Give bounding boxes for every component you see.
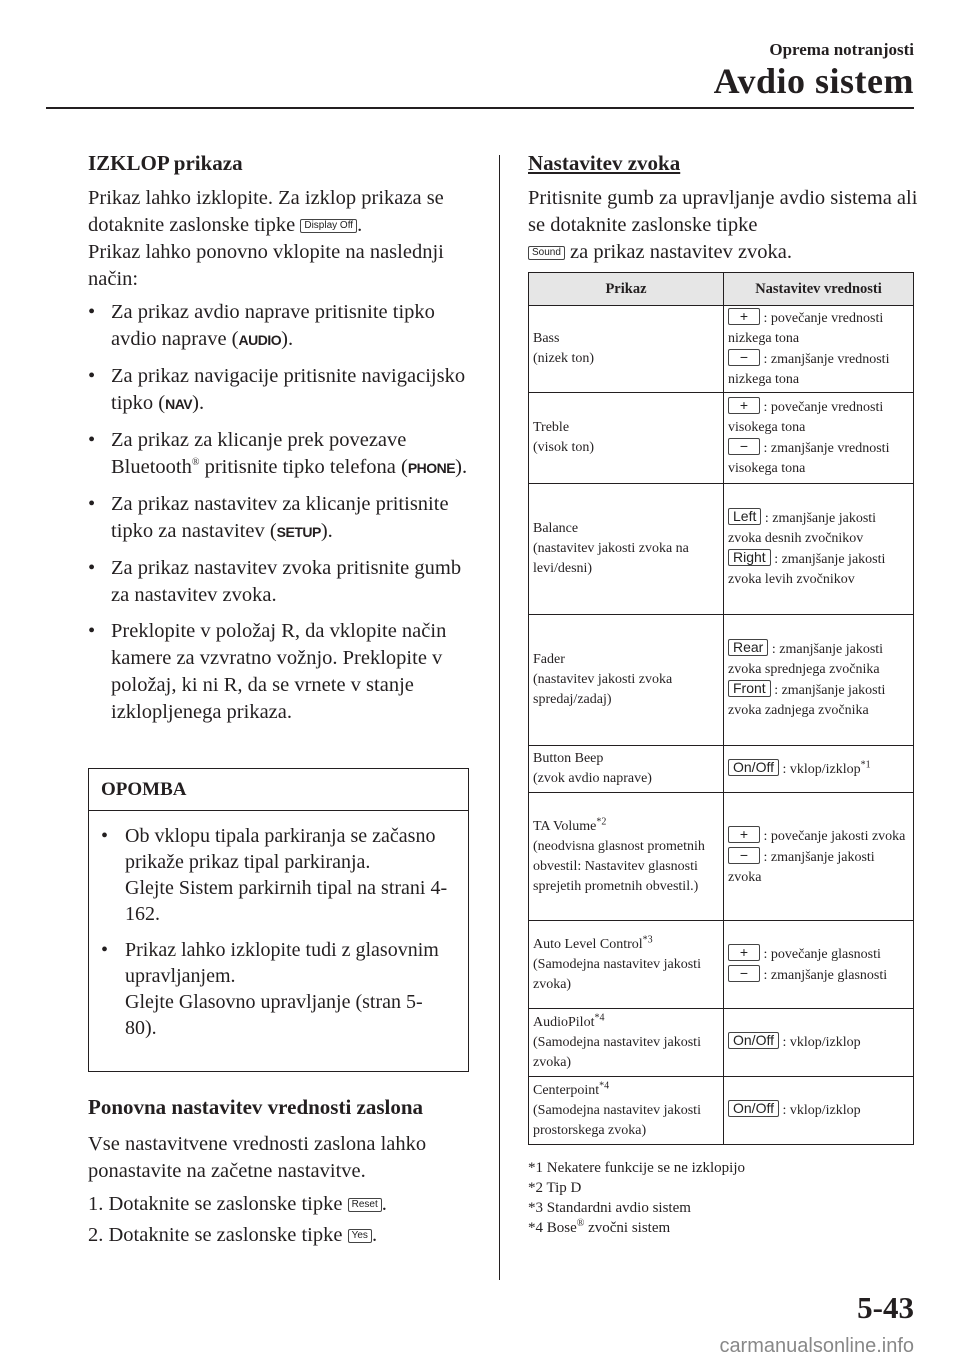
text: Za prikaz avdio naprave pritisnite tipko avdio naprave ( <box>111 301 435 350</box>
step-number: 1. <box>88 1193 104 1215</box>
list-item: • Preklopite v položaj R, da vklopite način kamere za vzvratno vožnjo. Preklopite v položaj, ki ni R, da se vrnete v stanje izklopljenega prikaza. <box>88 618 473 726</box>
list-item <box>88 1222 473 1249</box>
right-key: Right <box>728 549 771 566</box>
text: (Samodejna nastavitev jakosti prostorskega zvoka) <box>533 1102 701 1138</box>
table-row <box>529 793 914 921</box>
list-item <box>88 427 473 482</box>
table-cell <box>529 746 724 793</box>
table-cell <box>724 484 914 615</box>
registered-mark: ® <box>576 1218 585 1229</box>
footnote: *1 Nekatere funkcije se ne izklopijo <box>528 1160 746 1176</box>
minus-key: − <box>728 438 760 455</box>
text: zvočni sistem <box>584 1220 671 1236</box>
text: Prikaz lahko izklopite. Za izklop prikaza se dotaknite zaslonske tipke <box>88 187 444 236</box>
text: Auto Level Control <box>533 936 643 952</box>
table-row <box>529 306 914 393</box>
list-item <box>88 299 473 354</box>
minus-key: − <box>728 847 760 864</box>
table-cell <box>724 1077 914 1145</box>
text: (zvok avdio naprave) <box>533 771 652 786</box>
list-item: • Za prikaz nastavitev zvoka pritisnite gumb za nastavitev zvoka. <box>88 555 473 609</box>
table-cell <box>529 1009 724 1077</box>
text: (neodvisna glasnost prometnih obvestil: Nastavitev glasnosti sprejetih prometnih obvestil.) <box>533 838 705 894</box>
table-cell <box>724 746 914 793</box>
text: : zmanjšanje vrednosti nizkega tona <box>728 352 890 387</box>
text: : povečanje vrednosti visokega tona <box>728 400 884 435</box>
table-row <box>529 393 914 484</box>
text: Balance <box>533 521 579 536</box>
list-item <box>101 937 451 1041</box>
text: (Samodejna nastavitev jakosti zvoka) <box>533 956 701 992</box>
text: (nastavitev jakosti zvoka na levi/desni) <box>533 541 689 576</box>
section-label: Oprema notranjosti <box>769 40 914 59</box>
table-row <box>529 484 914 615</box>
text: Treble <box>533 420 570 435</box>
text: Bass <box>533 331 560 346</box>
footnote: *3 Standardni avdio sistem <box>528 1200 691 1216</box>
text: : zmanjšanje jakosti zvoka <box>728 849 875 885</box>
footnote-ref: *4 <box>594 1011 605 1023</box>
text: . <box>371 1224 378 1246</box>
note-title: OPOMBA <box>89 769 468 811</box>
text: (visok ton) <box>533 440 595 455</box>
sound-key: Sound <box>528 246 565 260</box>
list-item <box>88 363 473 418</box>
sound-settings-paragraph <box>528 185 920 266</box>
table-cell <box>724 393 914 484</box>
text: : zmanjšanje vrednosti visokega tona <box>728 441 890 476</box>
on-off-key: On/Off <box>728 1100 779 1117</box>
table-cell <box>724 793 914 921</box>
footnote <box>528 1218 745 1238</box>
table-cell <box>529 306 724 393</box>
column-divider <box>499 155 500 1280</box>
display-off-key: Display Off <box>300 219 357 233</box>
text: ). <box>320 520 333 542</box>
text: ). <box>192 392 205 414</box>
minus-key: − <box>728 965 760 982</box>
plus-key: + <box>728 308 760 325</box>
page-title: Avdio sistem <box>713 61 914 101</box>
phone-button-icon: PHONE <box>407 460 456 476</box>
sound-settings-heading <box>528 150 920 177</box>
list-item <box>88 491 473 546</box>
note-box <box>88 768 469 1072</box>
setup-button-icon: SETUP <box>276 524 321 540</box>
column-header: Nastavitev vrednosti <box>724 273 914 306</box>
text: Pritisnite gumb za upravljanje avdio sistema ali se dotaknite zaslonske tipke <box>528 187 918 236</box>
step-number: 2. <box>88 1224 104 1246</box>
text: . <box>357 214 363 236</box>
text: ). <box>455 456 468 478</box>
on-off-key: On/Off <box>728 1032 779 1049</box>
cross-reference: Glejte Glasovno upravljanje (stran 5-80). <box>125 991 423 1039</box>
text: Button Beep <box>533 751 604 766</box>
reset-paragraph: Vse nastavitvene vrednosti zaslona lahko ponastavite na začetne nastavitve. <box>88 1133 427 1182</box>
table-cell <box>529 393 724 484</box>
reset-key: Reset <box>348 1198 382 1212</box>
text: Ob vklopu tipala parkiranja se začasno prikaže prikaz tipal parkiranja. <box>125 825 436 873</box>
nav-button-icon: NAV <box>165 396 193 412</box>
table-cell <box>529 1077 724 1145</box>
note-list <box>101 823 451 1041</box>
text: : povečanje glasnosti <box>760 946 881 962</box>
text: : vklop/izklop <box>778 1103 861 1118</box>
table-cell <box>529 921 724 1009</box>
text: Dotaknite se zaslonske tipke <box>108 1224 348 1246</box>
text: ). <box>281 328 294 350</box>
page-number: 5-43 <box>857 1290 914 1325</box>
plus-key: + <box>728 944 760 961</box>
table-row <box>529 1077 914 1145</box>
text: : zmanjšanje jakosti zvoka zadnjega zvočnika <box>728 683 886 718</box>
display-off-heading: IZKLOP prikaza <box>88 151 243 175</box>
left-column <box>88 150 473 735</box>
table-cell <box>724 615 914 746</box>
text: Dotaknite se zaslonske tipke <box>108 1193 348 1215</box>
display-off-paragraph <box>88 185 473 239</box>
front-key: Front <box>728 680 771 697</box>
text: Za prikaz za klicanje prek povezave Bluetooth <box>111 429 407 478</box>
text: . <box>381 1193 387 1215</box>
rear-key: Rear <box>728 639 768 656</box>
table-cell <box>529 793 724 921</box>
list-item <box>88 1191 473 1218</box>
text: pritisnite tipko telefona ( <box>199 456 408 478</box>
table-cell <box>724 921 914 1009</box>
list-item <box>101 823 451 927</box>
column-header: Prikaz <box>529 273 724 306</box>
left-key: Left <box>728 508 761 525</box>
yes-key: Yes <box>348 1229 372 1243</box>
footnote-ref: *2 <box>596 815 607 827</box>
header-divider <box>46 107 914 109</box>
cross-reference: Glejte Sistem parkirnih tipal na strani 4-162. <box>125 877 448 925</box>
on-off-key: On/Off <box>728 759 779 776</box>
footnotes <box>528 1158 745 1238</box>
footnote-ref: *3 <box>642 933 653 945</box>
display-on-intro: Prikaz lahko ponovno vklopite na naslednji način: <box>88 241 444 290</box>
sound-settings-table <box>528 272 914 1145</box>
table-header-row <box>529 273 914 306</box>
plus-key: + <box>728 397 760 414</box>
minus-key: − <box>728 349 760 366</box>
text: (nizek ton) <box>533 351 595 366</box>
table-cell <box>724 1009 914 1077</box>
table-row <box>529 746 914 793</box>
footnote-ref: *1 <box>860 758 871 770</box>
text: Prikaz lahko izklopite tudi z glasovnim upravljanjem. <box>125 939 439 987</box>
text: : zmanjšanje glasnosti <box>760 967 888 983</box>
table-row <box>529 615 914 746</box>
table-cell <box>724 306 914 393</box>
text: : vklop/izklop <box>778 1035 861 1050</box>
table-cell <box>529 484 724 615</box>
footnote-ref: *4 <box>599 1079 610 1091</box>
footnote: *2 Tip D <box>528 1180 582 1196</box>
reset-steps <box>88 1191 473 1249</box>
reset-heading: Ponovna nastavitev vrednosti zaslona <box>88 1095 424 1119</box>
text: za prikaz nastavitev zvoka. <box>564 241 793 263</box>
text: : povečanje vrednosti nizkega tona <box>728 311 884 346</box>
text: : zmanjšanje jakosti zvoka sprednjega zvočnika <box>728 642 884 677</box>
text: (Samodejna nastavitev jakosti zvoka) <box>533 1034 701 1070</box>
text: *4 Bose <box>528 1220 577 1236</box>
text: : vklop/izklop <box>778 761 861 777</box>
table-row <box>529 1009 914 1077</box>
text: Nastavitev zvoka <box>528 151 681 175</box>
plus-key: + <box>728 826 760 843</box>
reset-section <box>88 1094 473 1253</box>
text: (nastavitev jakosti zvoka spredaj/zadaj) <box>533 672 673 707</box>
text: : zmanjšanje jakosti zvoka levih zvočnikov <box>728 552 886 587</box>
text: Centerpoint <box>533 1082 600 1098</box>
text: AudioPilot <box>533 1014 595 1030</box>
display-on-list <box>88 299 473 726</box>
registered-mark: ® <box>191 457 200 469</box>
text: Fader <box>533 652 565 667</box>
text: Za prikaz nastavitev za klicanje pritisnite tipko za nastavitev ( <box>111 493 449 542</box>
audio-button-icon: AUDIO <box>238 332 282 348</box>
text: TA Volume <box>533 818 597 834</box>
watermark: carmanualsonline.info <box>719 1335 914 1357</box>
text: : zmanjšanje jakosti zvoka desnih zvočnikov <box>728 511 877 546</box>
text: : povečanje jakosti zvoka <box>760 828 906 844</box>
table-cell <box>529 615 724 746</box>
text: Za prikaz navigacije pritisnite navigacijsko tipko ( <box>111 365 466 414</box>
table-row <box>529 921 914 1009</box>
right-column <box>528 150 920 266</box>
